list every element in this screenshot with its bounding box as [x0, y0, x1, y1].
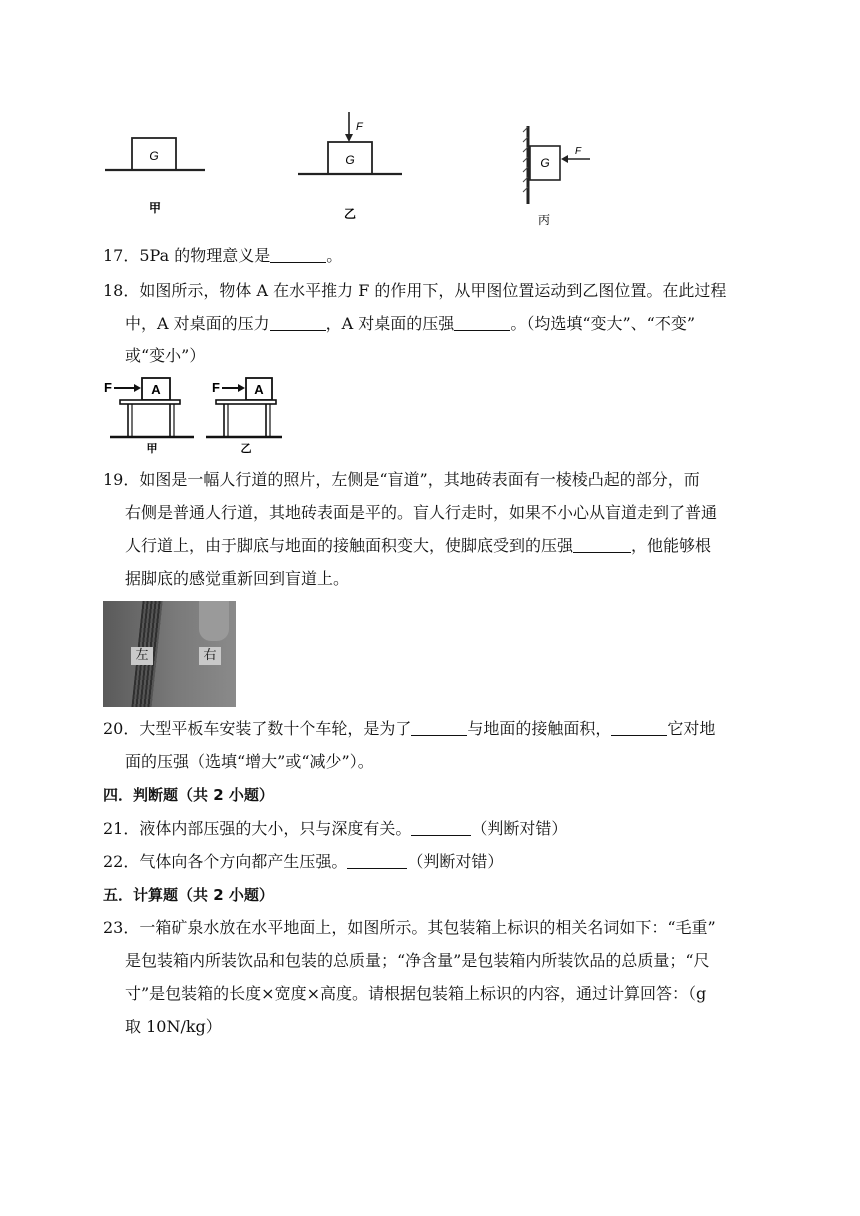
- diagram-bing-caption: 丙: [537, 213, 551, 227]
- section-5-heading: 五．计算题（共 2 小题）: [103, 886, 274, 904]
- diagram-jia: [105, 138, 205, 215]
- section-4-heading: 四．判断题（共 2 小题）: [103, 786, 274, 804]
- photo-label-right: 右: [199, 647, 221, 665]
- answer-blank[interactable]: [411, 719, 467, 736]
- question-20-line-1: 20．大型平板车安装了数十个车轮，是为了 与地面的接触面积， 它对地: [103, 719, 716, 738]
- diagram-yi-table: [206, 378, 282, 455]
- question-number: 20．: [103, 719, 140, 738]
- block-a-label: A: [151, 382, 161, 397]
- figure-caption-yi: 乙: [240, 442, 252, 455]
- question-19-line-3: 人行道上，由于脚底与地面的接触面积变大，使脚底受到的压强 ，他能够根: [125, 536, 712, 555]
- sidewalk-photo: [103, 601, 236, 707]
- question-19-line-2: 右侧是普通人行道，其地砖表面是平的。盲人行走时，如果不小心从盲道走到了普通: [125, 503, 718, 522]
- question-17-text: 5Pa 的物理意义是: [139, 246, 271, 265]
- question-number: 22．: [103, 852, 140, 871]
- question-23-line-1: 23．一箱矿泉水放在水平地面上，如图所示。其包装箱上标识的相关名词如下：“毛重”: [103, 918, 716, 937]
- answer-blank[interactable]: [411, 819, 471, 836]
- answer-blank[interactable]: [270, 314, 326, 331]
- question-22: 22．气体向各个方向都产生压强。 （判断对错）: [103, 852, 504, 871]
- question-number: 19．: [103, 470, 140, 489]
- push-force-label: F: [212, 380, 220, 395]
- question-23-line-4: 取 10N/kg）: [125, 1017, 222, 1036]
- question-number: 17．: [103, 246, 140, 265]
- question-23-line-2: 是包装箱内所装饮品和包装的总质量；“净含量”是包装箱内所装饮品的总质量；“尺: [125, 951, 710, 970]
- question-number: 23．: [103, 918, 140, 937]
- figure-caption-jia: 甲: [146, 442, 158, 455]
- diagram-yi-g-label: G: [345, 153, 355, 167]
- question-18-line-3: 或“变小”）: [125, 346, 206, 365]
- tree-trunk: [199, 601, 229, 641]
- block-a-label: A: [254, 382, 264, 397]
- question-18-line-2: 中，A 对桌面的压力 ，A 对桌面的压强 。（均选填“变大”、“不变”: [125, 314, 696, 333]
- answer-blank[interactable]: [270, 246, 326, 263]
- diagram-bing-g-label: G: [540, 156, 550, 170]
- push-force-label: F: [104, 380, 112, 395]
- answer-blank[interactable]: [573, 536, 631, 553]
- question-17: 17．5Pa 的物理意义是 。: [103, 246, 343, 265]
- diagram-jia-g-label: G: [149, 149, 159, 163]
- photo-label-left: 左: [131, 647, 153, 665]
- question-19-line-4: 据脚底的感觉重新回到盲道上。: [125, 569, 350, 588]
- answer-blank[interactable]: [454, 314, 510, 331]
- force-diagrams-figure: [100, 108, 600, 230]
- question-20-line-2: 面的压强（选填“增大”或“减少”）。: [125, 752, 374, 771]
- diagram-jia-table: [104, 378, 194, 455]
- table-push-figure: [102, 374, 282, 458]
- diagram-yi: [298, 112, 402, 221]
- question-21: 21．液体内部压强的大小，只与深度有关。 （判断对错）: [103, 819, 568, 838]
- question-number: 21．: [103, 819, 140, 838]
- question-18-line-1: 18．如图所示，物体 A 在水平推力 F 的作用下，从甲图位置运动到乙图位置。在此过程: [103, 281, 727, 300]
- answer-blank[interactable]: [611, 719, 667, 736]
- diagram-jia-caption: 甲: [148, 201, 162, 215]
- diagram-yi-caption: 乙: [343, 207, 357, 221]
- question-19-line-1: 19．如图是一幅人行道的照片，左侧是“盲道”，其地砖表面有一棱棱凸起的部分，而: [103, 470, 700, 489]
- diagram-bing: [523, 126, 590, 227]
- answer-blank[interactable]: [347, 852, 407, 869]
- diagram-yi-f-label: F: [356, 121, 363, 133]
- question-number: 18．: [103, 281, 140, 300]
- diagram-bing-f-label: F: [575, 146, 582, 157]
- question-23-line-3: 寸”是包装箱的长度×宽度×高度。请根据包装箱上标识的内容，通过计算回答：（g: [125, 984, 707, 1003]
